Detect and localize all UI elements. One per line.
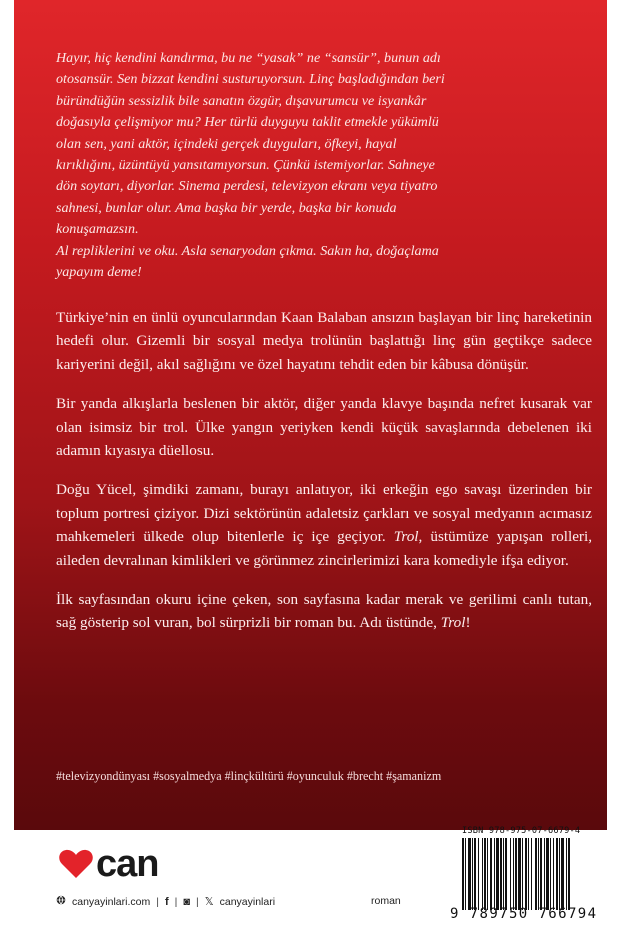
barcode-bar xyxy=(513,838,514,910)
barcode-number: 9 789750 766794 xyxy=(450,906,598,922)
barcode xyxy=(462,838,603,910)
book-title-emphasis: Trol xyxy=(440,614,466,632)
barcode-bar xyxy=(538,838,539,910)
publisher-logo-text: can xyxy=(96,842,159,885)
quote-line: olan sen, yani aktör, içindeki gerçek duyguları, öfkeyi, hayal xyxy=(56,135,397,152)
synopsis-paragraph-2: Bir yanda alkışlarla beslenen bir aktör, diğer yanda klavye başında nefret kusarak var olan isimsiz bir trol. Ülke yangın yeriyken kendi küçük savaşlarında debelenen iki adamın kıyasıya düellosu. xyxy=(56,395,592,460)
barcode-bar xyxy=(515,838,517,910)
synopsis-paragraph-4 xyxy=(56,588,592,635)
barcode-bar xyxy=(546,838,549,910)
barcode-bar xyxy=(472,838,473,910)
hashtags: #televizyondünyası #sosyalmedya #linçkültürü #oyunculuk #brecht #şamanizm xyxy=(56,769,442,783)
barcode-bar xyxy=(510,838,511,910)
barcode-bar xyxy=(487,838,488,910)
barcode-bar xyxy=(490,838,492,910)
barcode-bar xyxy=(465,838,466,910)
instagram-icon[interactable]: ◙ xyxy=(183,895,190,908)
synopsis-paragraph-3 xyxy=(56,478,592,572)
barcode-bar xyxy=(496,838,499,910)
facebook-icon[interactable]: f xyxy=(164,895,169,908)
barcode-bar xyxy=(535,838,537,910)
barcode-bar xyxy=(531,838,532,910)
synopsis xyxy=(56,306,592,651)
barcode-bar xyxy=(566,838,567,910)
globe-icon xyxy=(56,895,66,908)
quote-line: Al repliklerini ve oku. Asla senaryodan çıkma. Sakın ha, doğaçlama xyxy=(56,242,439,259)
barcode-bar xyxy=(540,838,542,910)
synopsis-text: , üstümüze yapışan rolleri, aileden devralınan kimlikleri ve görünmez zincirlerimizi kara komediyle ifşa ediyor. xyxy=(56,528,593,569)
publisher-logo xyxy=(58,842,159,885)
synopsis-paragraph-1: Türkiye’nin en ünlü oyuncularından Kaan Balaban ansızın başlayan bir linç hareketinin hedefi olur. Gizemli bir sosyal medya trolünün başlattığı linç gün geçtikçe sadece kariyerini değil, akıl sağlığını ve özel hayatını tehdit eden bir kâbusa dönüşür. xyxy=(56,309,592,373)
quote-line: kırıklığını, üzüntüyü yansıtamıyorsun. Çünkü istemiyorlar. Sahneye xyxy=(56,157,435,174)
barcode-bar xyxy=(468,838,471,910)
barcode-bar xyxy=(559,838,560,910)
barcode-bar xyxy=(522,838,523,910)
quote-line: Hayır, hiç kendini kandırma, bu ne “yasak” ne “sansür”, bunun adı xyxy=(56,50,441,66)
barcode-bar xyxy=(550,838,551,910)
back-cover-panel xyxy=(14,0,607,830)
barcode-bar xyxy=(528,838,529,910)
heart-icon xyxy=(58,848,94,880)
separator: | xyxy=(174,895,178,908)
barcode-bar xyxy=(525,838,527,910)
barcode-bar xyxy=(561,838,564,910)
publisher-links xyxy=(56,895,275,908)
barcode-bar xyxy=(505,838,507,910)
barcode-bar xyxy=(568,838,570,910)
separator: | xyxy=(196,895,199,908)
barcode-bar xyxy=(482,838,483,910)
barcode-bar xyxy=(503,838,504,910)
barcode-bar xyxy=(500,838,502,910)
barcode-bar xyxy=(544,838,545,910)
social-handle[interactable]: canyayinlari xyxy=(219,895,276,908)
barcode-bar xyxy=(494,838,495,910)
quote-line: otosansür. Sen bizzat kendini susturuyorsun. Linç başladığından beri xyxy=(56,71,445,88)
separator: | xyxy=(156,895,159,908)
barcode-bar xyxy=(553,838,554,910)
barcode-bar xyxy=(484,838,486,910)
quote-line: dön soytarı, diyorlar. Sinema perdesi, televizyon ekranı veya tiyatro xyxy=(56,178,438,195)
synopsis-text: Doğu Yücel, şimdiki zamanı, burayı anlatıyor, iki erkeğin ego savaşı üzerinden bir toplum portresi çiziyor. Dizi sektörünün adaletsiz çarkları ve sosyal medyanın acımasız mahkemeleri ülkede olup bitenlerle iç içe geçiyor. xyxy=(56,481,592,546)
x-icon[interactable]: 𝕏 xyxy=(204,896,214,908)
quote-line: doğasıyla çelişmiyor mu? Her türlü duyguyu taklit etmekle yükümlü xyxy=(56,114,439,131)
isbn-label: ISBN 978-975-07-6679-4 xyxy=(462,826,581,836)
synopsis-text: İlk sayfasından okuru içine çeken, son sayfasına kadar merak ve gerilimi canlı tutan, sağ gösterip sol vuran, bol sürprizli bir roman bu. Adı üstünde, xyxy=(56,591,592,632)
website-link[interactable]: canyayinlari.com xyxy=(72,895,151,908)
quote-line: büründüğün sessizlik bile sanatın özgür, dışavurumcu ve isyankâr xyxy=(56,92,427,109)
barcode-bar xyxy=(474,838,476,910)
genre-label: roman xyxy=(371,895,401,907)
barcode-bar xyxy=(556,838,558,910)
barcode-bar xyxy=(478,838,479,910)
quote-line: sahnesi, bunlar olur. Ama başka bir yerde, başka bir konuda xyxy=(56,199,397,216)
barcode-bar xyxy=(518,838,521,910)
barcode-bar xyxy=(462,838,464,910)
quote-line: konuşamazsın. xyxy=(56,221,139,238)
quote-block xyxy=(56,48,586,283)
book-title-emphasis: Trol xyxy=(393,528,419,546)
quote-line: yapayım deme! xyxy=(56,264,142,281)
synopsis-text: ! xyxy=(465,614,471,632)
